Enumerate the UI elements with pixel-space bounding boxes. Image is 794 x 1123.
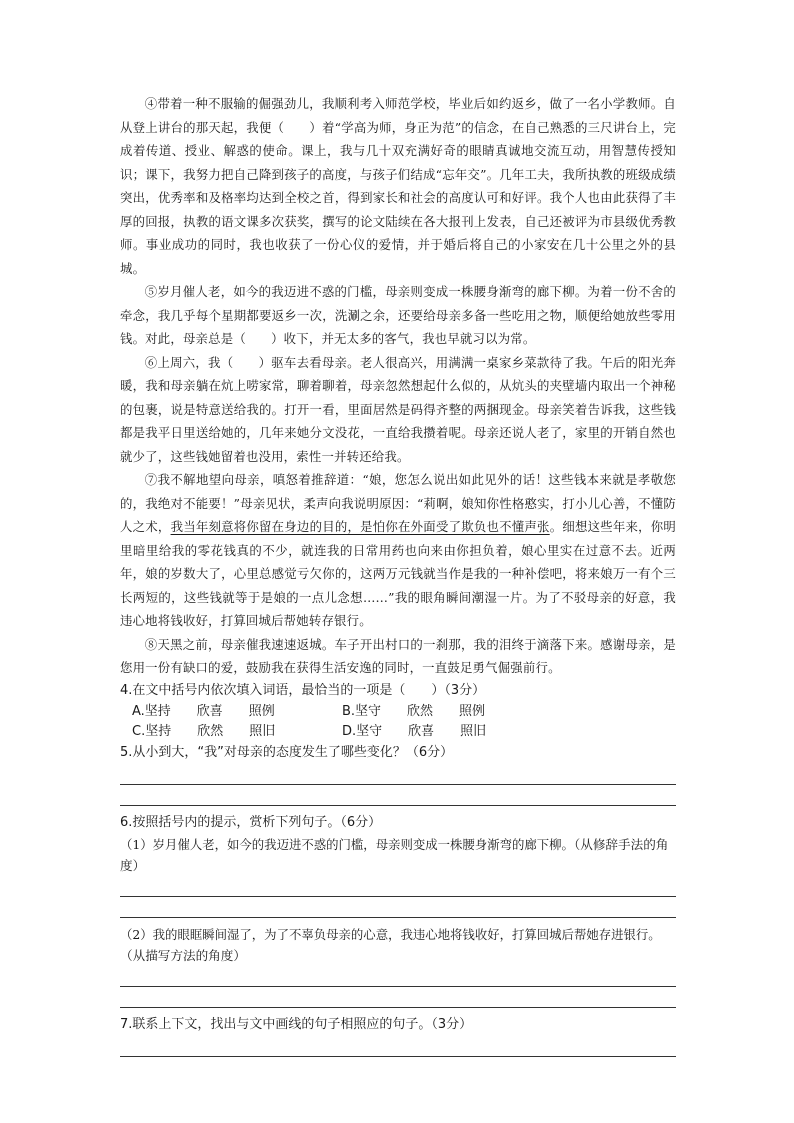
question-5: 5.从小到大，“我”对母亲的态度发生了哪些变化？（6分）	[120, 744, 454, 760]
answer-line[interactable]	[120, 987, 676, 1008]
answer-line[interactable]	[120, 966, 676, 987]
option-d[interactable]: D.坚守 欣喜 照旧	[342, 723, 487, 739]
question-4: 4.在文中括号内依次填入词语，最恰当的一项是（ ）（3分）	[120, 682, 486, 698]
paragraph-7-end: 。细想这些年来，你明里暗里给我的零花钱真的不少，就连我的日常用药也向来由你担负着，娘心里实在过意不去。近两年，娘的岁数大了，心里总感觉亏欠你的，这两万元钱就当作是我的一种补偿吧，将来娘万一有个三长两短的，这些钱就等于是娘的一点儿念想……”我的眼角瞬间潮湿一片。为了不驳母亲的好意，我违心地将钱收好，打算回城后帮她转存银行。	[120, 519, 677, 628]
question-6-part-1	[120, 834, 676, 876]
exam-page	[120, 92, 676, 1057]
answer-line[interactable]	[120, 897, 676, 918]
options-row	[132, 702, 676, 722]
question-6: 6.按照括号内的提示，赏析下列句子。（6分）	[120, 814, 382, 830]
underlined-sentence: 我当年刻意将你留在身边的目的，是怕你在外面受了欺负也不懂声张	[170, 519, 550, 534]
answer-line[interactable]	[120, 1036, 676, 1057]
q6-sentence-1: （1）岁月催人老，如今的我迈进不惑的门槛，母亲则变成一株腰身渐弯的廊下柳。	[120, 836, 574, 852]
paragraph-5: ⑤岁月催人老，如今的我迈进不惑的门槛，母亲则变成一株腰身渐弯的廊下柳。为着一份不舍的牵念，我几乎每个星期都要返乡一次，洗涮之余，还要给母亲多备一些吃用之物，顺便给她放些零用钱。对此，母亲总是（ ）收下，并无太多的客气，我也早就习以为常。	[120, 284, 676, 346]
answer-line[interactable]	[120, 785, 676, 806]
question-6-part-2	[120, 924, 676, 966]
question-4-options	[132, 702, 676, 742]
answer-line[interactable]	[120, 876, 676, 897]
paragraph-7-start: ⑦我不解地望向母亲，嗔怒着推辞道：“娘，您怎么说出如此见外的话！这些钱本来就是孝敬您的，我绝对不能要！”母亲见状，柔声向我说明原因：“莉啊，娘知你性格憨实，打小儿心善，不懂防人之术，	[120, 472, 676, 534]
paragraph-8: ⑧天黑之前，母亲催我速速返城。车子开出村口的一刹那，我的泪终于滴落下来。感谢母亲，是您用一份有缺口的爱，鼓励我在获得生活安逸的同时，一直鼓足勇气倔强前行。	[120, 636, 676, 675]
q6-sentence-2: （2）我的眼眶瞬间湿了，为了不辜负母亲的心意，我违心地将钱收好，打算回城后帮她存进银行。	[120, 926, 661, 942]
paragraph-6: ⑥上周六，我（ ）驱车去看母亲。老人很高兴，用满满一桌家乡菜款待了我。午后的阳光奔暖，我和母亲躺在炕上唠家常，聊着聊着，母亲忽然想起什么似的，从炕头的夹壁墙内取出一个神秘的包裹，说是特意送给我的。打开一看，里面居然是码得齐整的两捆现金。母亲笑着告诉我，这些钱都是我平日里送给她的，几年来她分文没花，一直给我攒着呢。母亲还说人老了，家里的开销自然也就少了，这些钱她留着也没用，索性一并转还给我。	[120, 354, 676, 464]
q6-hint-2: （从描写方法的角度）	[120, 947, 246, 963]
answer-line[interactable]	[120, 764, 676, 785]
paragraph-4: ④带着一种不服输的倔强劲儿，我顺利考入师范学校，毕业后如约返乡，做了一名小学教师。自从登上讲台的那天起，我便（ ）着“学高为师，身正为范”的信念，在自己熟悉的三尺讲台上，完成着传道、授业、解惑的使命。课上，我与几十双充满好奇的眼睛真诚地交流互动，用智慧传授知识；课下，我努力把自己降到孩子的高度，与孩子们结成“忘年交”。几年工夫，我所执教的班级成绩突出，优秀率和及格率均达到全校之首，得到家长和社会的高度认可和好评。我个人也由此获得了丰厚的回报，执教的语文课多次获奖，撰写的论文陆续在各大报刊上发表，自己还被评为市县级优秀教师。事业成功的同时，我也收获了一份心仪的爱情，并于婚后将自己的小家安在几十公里之外的县城。	[120, 96, 676, 276]
option-a[interactable]: A.坚持 欣喜 照例	[132, 703, 275, 719]
q6-hint-1: （从修辞手法的角度）	[120, 836, 669, 873]
option-c[interactable]: C.坚持 欣然 照旧	[132, 723, 276, 739]
options-row	[132, 722, 676, 742]
option-b[interactable]: B.坚守 欣然 照例	[342, 703, 486, 719]
question-7: 7.联系上下文，找出与文中画线的句子相照应的句子。（3分）	[120, 1016, 473, 1032]
paragraph-7	[120, 468, 676, 633]
